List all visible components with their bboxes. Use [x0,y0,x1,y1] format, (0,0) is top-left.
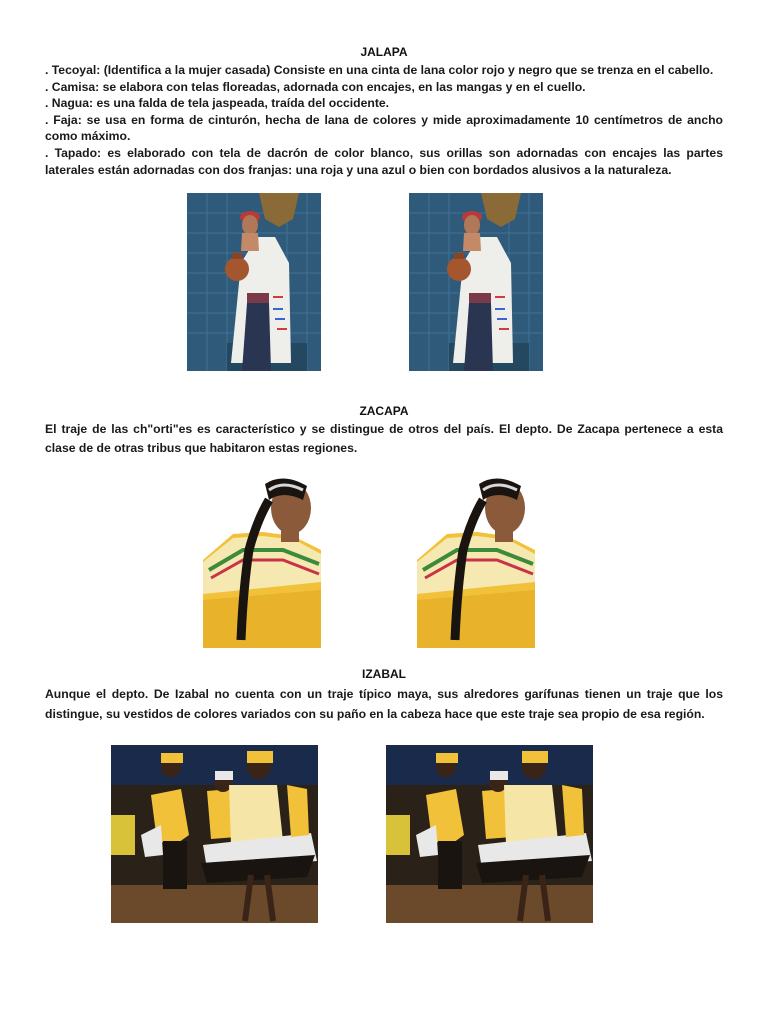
jalapa-item-faja: . Faja: se usa en forma de cinturón, hecha de lana de colores y mide aproximadamente 10 centímetros de ancho como máximo. [45,112,723,144]
zacapa-description: El traje de las ch"orti"es es característico y se distingue de otros del país. El depto. De Zacapa pertenece a esta clase de de otras tribus que habitaron estas regiones. [45,422,723,455]
jalapa-item-tapado: . Tapado: es elaborado con tela de dacrón de color blanco, sus orillas son adornadas con encajes las partes laterales están adornadas con dos franjas: una roja y una azul o bien con bordados alusivos a la naturaleza. [45,145,723,177]
jalapa-description [45,62,723,178]
jalapa-woman-photo-left [187,193,321,371]
jalapa-woman-photo-right [409,193,543,371]
izabal-garifuna-dancers-photo-right [386,745,593,923]
zacapa-chorti-girl-photo-left [203,470,321,648]
jalapa-item-camisa: . Camisa: se elabora con telas floreadas, adornada con encajes, en las mangas y en el cuello. [45,79,586,94]
zacapa-chorti-girl-photo-right [417,470,535,648]
section-title-jalapa: JALAPA [360,45,408,59]
jalapa-item-nagua: . Nagua: es una falda de tela jaspeada, traída del occidente. [45,96,390,111]
izabal-garifuna-dancers-photo-left [111,745,318,923]
section-title-zacapa: ZACAPA [359,404,409,418]
izabal-description: Aunque el depto. De Izabal no cuenta con un traje típico maya, sus alredores garífunas tienen un traje que los distingue, su vestidos de colores variados con su paño en la cabeza hace que este traje sea propio de esa región. [45,687,723,721]
section-title-izabal: IZABAL [362,667,406,681]
jalapa-item-tecoyal: . Tecoyal: (Identifica a la mujer casada) Consiste en una cinta de lana color rojo y negro que se trenza en el cabello. [45,63,714,77]
